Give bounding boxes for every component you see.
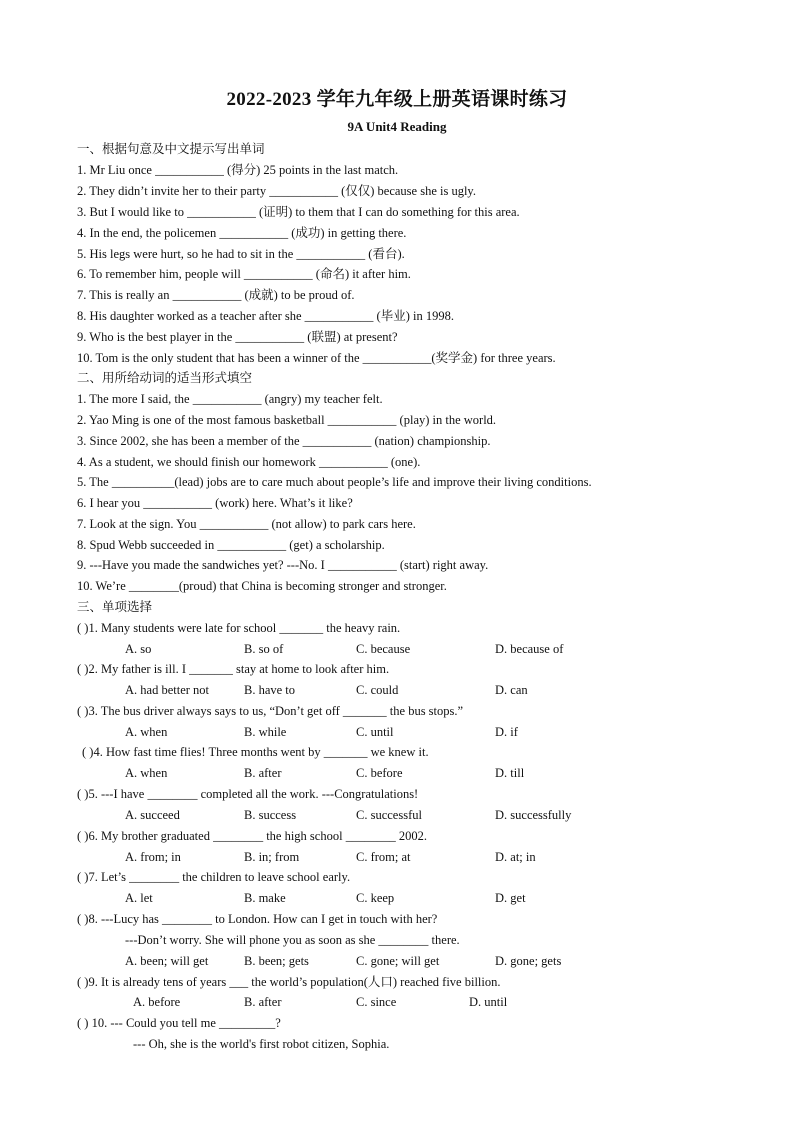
option-c: C. before xyxy=(356,766,403,780)
option-b: B. success xyxy=(244,808,297,822)
question-stem: ( )1. Many students were late for school _______ the heavy rain. xyxy=(77,621,401,635)
option-b: B. so of xyxy=(244,642,284,656)
option-b: B. after xyxy=(244,995,282,1009)
list-item: 1. Mr Liu once ___________ (得分) 25 points in the last match. xyxy=(77,163,399,177)
question-stem: ( )9. It is already tens of years ___ the world’s population(人口) reached five billion. xyxy=(77,975,501,989)
option-a: A. had better not xyxy=(125,683,210,697)
option-d: D. gone; gets xyxy=(495,954,562,968)
question-extra-line: --- Oh, she is the world's first robot citizen, Sophia. xyxy=(133,1037,390,1051)
option-d: D. successfully xyxy=(495,808,572,822)
option-b: B. in; from xyxy=(244,850,300,864)
list-item: 1. The more I said, the ___________ (angry) my teacher felt. xyxy=(77,392,383,406)
option-a: A. when xyxy=(125,725,168,739)
list-item: 6. To remember him, people will ___________ (命名) it after him. xyxy=(77,267,411,281)
option-a: A. when xyxy=(125,766,168,780)
list-item: 10. We’re ________(proud) that China is becoming stronger and stronger. xyxy=(77,579,447,593)
list-item: 4. In the end, the policemen ___________ (成功) in getting there. xyxy=(77,226,407,240)
option-b: B. have to xyxy=(244,683,296,697)
option-d: D. because of xyxy=(495,642,564,656)
question-stem: ( )8. ---Lucy has ________ to London. How can I get in touch with her? xyxy=(77,912,438,926)
question-stem: ( )7. Let’s ________ the children to leave school early. xyxy=(77,870,351,884)
list-item: 7. Look at the sign. You ___________ (not allow) to park cars here. xyxy=(77,517,416,531)
section-heading: 一、根据句意及中文提示写出单词 xyxy=(77,142,265,156)
option-a: A. before xyxy=(133,995,181,1009)
page-subtitle: 9A Unit4 Reading xyxy=(347,119,447,134)
option-b: B. while xyxy=(244,725,287,739)
option-a: A. been; will get xyxy=(125,954,209,968)
option-a: A. from; in xyxy=(125,850,181,864)
option-c: C. from; at xyxy=(356,850,411,864)
option-c: C. successful xyxy=(356,808,422,822)
list-item: 9. Who is the best player in the ___________ (联盟) at present? xyxy=(77,330,398,344)
option-c: C. could xyxy=(356,683,399,697)
list-item: 3. But I would like to ___________ (证明) to them that I can do something for this area. xyxy=(77,205,520,219)
question-stem: ( ) 10. --- Could you tell me _________? xyxy=(77,1016,281,1030)
option-d: D. till xyxy=(495,766,525,780)
option-c: C. keep xyxy=(356,891,395,905)
list-item: 3. Since 2002, she has been a member of the ___________ (nation) championship. xyxy=(77,434,491,448)
list-item: 5. His legs were hurt, so he had to sit in the ___________ (看台). xyxy=(77,247,405,261)
section-heading: 三、单项选择 xyxy=(77,600,153,614)
list-item: 7. This is really an ___________ (成就) to be proud of. xyxy=(77,288,355,302)
option-b: B. been; gets xyxy=(244,954,309,968)
option-a: A. so xyxy=(125,642,152,656)
option-d: D. can xyxy=(495,683,528,697)
option-a: A. let xyxy=(125,891,153,905)
option-c: C. gone; will get xyxy=(356,954,440,968)
section-heading: 二、用所给动词的适当形式填空 xyxy=(77,371,253,385)
page-title: 2022-2023 学年九年级上册英语课时练习 xyxy=(226,89,568,110)
list-item: 2. They didn’t invite her to their party ___________ (仅仅) because she is ugly. xyxy=(77,184,476,198)
option-d: D. until xyxy=(469,995,508,1009)
option-a: A. succeed xyxy=(125,808,180,822)
question-stem: ( )5. ---I have ________ completed all the work. ---Congratulations! xyxy=(77,787,419,801)
question-extra-line: ---Don’t worry. She will phone you as soon as she ________ there. xyxy=(125,933,460,947)
list-item: 5. The __________(lead) jobs are to care much about people’s life and improve their living conditions. xyxy=(77,475,592,489)
list-item: 6. I hear you ___________ (work) here. What’s it like? xyxy=(77,496,353,510)
list-item: 2. Yao Ming is one of the most famous basketball ___________ (play) in the world. xyxy=(77,413,497,427)
question-stem: ( )2. My father is ill. I _______ stay at home to look after him. xyxy=(77,662,390,676)
option-b: B. make xyxy=(244,891,286,905)
option-d: D. if xyxy=(495,725,518,739)
option-d: D. get xyxy=(495,891,526,905)
question-stem: ( )6. My brother graduated ________ the high school ________ 2002. xyxy=(77,829,427,843)
list-item: 10. Tom is the only student that has been a winner of the ___________(奖学金) for three years. xyxy=(77,351,556,365)
option-c: C. because xyxy=(356,642,411,656)
list-item: 8. His daughter worked as a teacher after she ___________ (毕业) in 1998. xyxy=(77,309,454,323)
option-b: B. after xyxy=(244,766,282,780)
option-d: D. at; in xyxy=(495,850,536,864)
list-item: 4. As a student, we should finish our homework ___________ (one). xyxy=(77,455,421,469)
list-item: 9. ---Have you made the sandwiches yet? ---No. I ___________ (start) right away. xyxy=(77,558,489,572)
option-c: C. since xyxy=(356,995,397,1009)
option-c: C. until xyxy=(356,725,394,739)
question-stem: ( )4. How fast time flies! Three months went by _______ we knew it. xyxy=(82,745,429,759)
question-stem: ( )3. The bus driver always says to us, “Don’t get off _______ the bus stops.” xyxy=(77,704,464,718)
list-item: 8. Spud Webb succeeded in ___________ (get) a scholarship. xyxy=(77,538,385,552)
